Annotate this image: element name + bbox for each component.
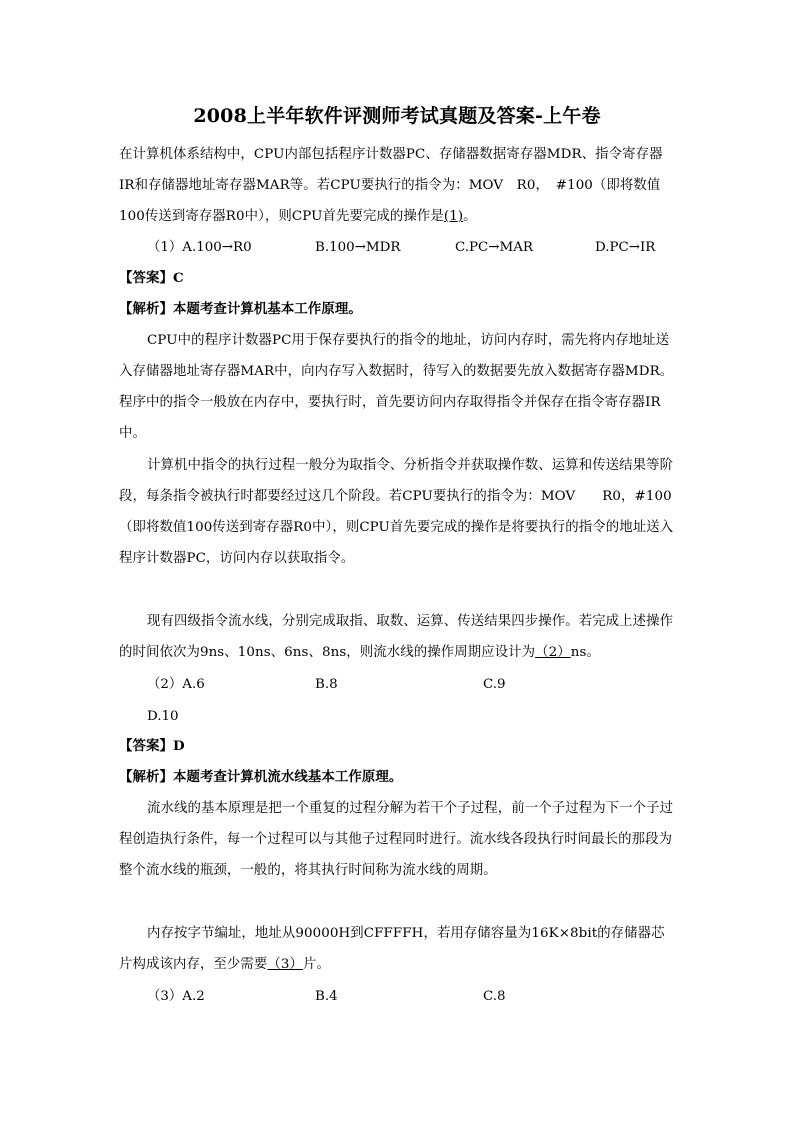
question-2-blank: （2）: [535, 645, 571, 660]
question-1-answer: [119, 263, 675, 294]
answer-value: C: [172, 270, 184, 286]
question-1-option-b: B.100→MDR: [315, 240, 401, 255]
answer-label: 【答案】: [119, 270, 173, 286]
question-2-options-wrap: [119, 701, 679, 732]
question-1-explanation-2: 计算机中指令的执行过程一般分为取指令、分析指令并获取操作数、运算和传送结果等阶段，每条指令被执行时都要经过这几个阶段。若CPU要执行的指令为：MOV R0，#100（即将数值100传送到寄存器R0中），则CPU首先要完成的操作是将要执行的指令的地址送入程序计数器PC，访问内存以获取指令。: [119, 458, 674, 566]
answer-value: D: [172, 738, 185, 754]
question-3-blank: （3）: [267, 957, 304, 972]
question-2-answer: [119, 731, 675, 762]
question-1-blank: (1): [443, 209, 464, 224]
question-2-text: 现有四级指令流水线，分别完成取指、取数、运算、传送结果四步操作。若完成上述操作的时间依次为9ns、10ns、6ns、8ns，则流水线的操作周期应设计为: [119, 614, 674, 660]
question-2-stem: [119, 606, 675, 668]
question-1-text-end: 。: [463, 209, 477, 224]
analysis-title: 本题考查计算机基本工作原理。: [172, 301, 362, 317]
question-2-option-b: B.8: [315, 677, 338, 692]
question-3-option-b: B.4: [315, 989, 338, 1004]
analysis-label: 【解析】: [119, 769, 173, 785]
question-1-option-a: （1）A.100→R0: [147, 240, 252, 255]
question-1-option-d: D.PC→IR: [595, 240, 656, 255]
question-3-option-c: C.8: [483, 989, 506, 1004]
analysis-label: 【解析】: [119, 301, 173, 317]
answer-label: 【答案】: [119, 738, 173, 754]
document-title: 2008上半年软件评测师考试真题及答案-上午卷: [193, 105, 601, 127]
question-3-stem: [119, 918, 675, 980]
question-1-options: [119, 232, 679, 263]
question-2-text-end: ns。: [570, 645, 600, 660]
question-2-option-a: （2）A.6: [147, 677, 205, 692]
question-3-options: [119, 981, 679, 1012]
question-1-stem: [119, 139, 675, 232]
question-1-option-c: C.PC→MAR: [455, 240, 533, 255]
question-2-explanation-1: 流水线的基本原理是把一个重复的过程分解为若干个子过程，前一个子过程为下一个子过程创造执行条件，每一个过程可以与其他子过程同时进行。流水线各段执行时间最长的那段为整个流水线的瓶颈，一般的，将其执行时间称为流水线的周期。: [119, 801, 674, 878]
question-2-options: [119, 669, 679, 700]
question-3-text-end: 片。: [303, 957, 330, 972]
question-3-option-a: （3）A.2: [147, 989, 205, 1004]
question-3-text: 内存按字节编址，地址从90000H到CFFFFH，若用存储容量为16K×8bit的存储器芯片构成该内存，至少需要: [119, 926, 665, 972]
question-2-option-c: C.9: [483, 677, 506, 692]
question-1-explanation-1: CPU中的程序计数器PC用于保存要执行的指令的地址，访问内存时，需先将内存地址送入存储器地址寄存器MAR中，向内存写入数据时，待写入的数据要先放入数据寄存器MDR。程序中的指令一般放在内存中，要执行时，首先要访问内存取得指令并保存在指令寄存器IR中。: [119, 333, 674, 441]
question-1-analysis-heading: [119, 294, 675, 325]
question-1-text: 在计算机体系结构中，CPU内部包括程序计数器PC、存储器数据寄存器MDR、指令寄存器IR和存储器地址寄存器MAR等。若CPU要执行的指令为：MOV R0， #100（即将数值100传送到寄存器R0中），则CPU首先要完成的操作是: [119, 147, 663, 224]
question-2-analysis-heading: [119, 762, 675, 793]
analysis-title: 本题考查计算机流水线基本工作原理。: [172, 769, 403, 785]
question-2-option-d: D.10: [147, 709, 179, 724]
